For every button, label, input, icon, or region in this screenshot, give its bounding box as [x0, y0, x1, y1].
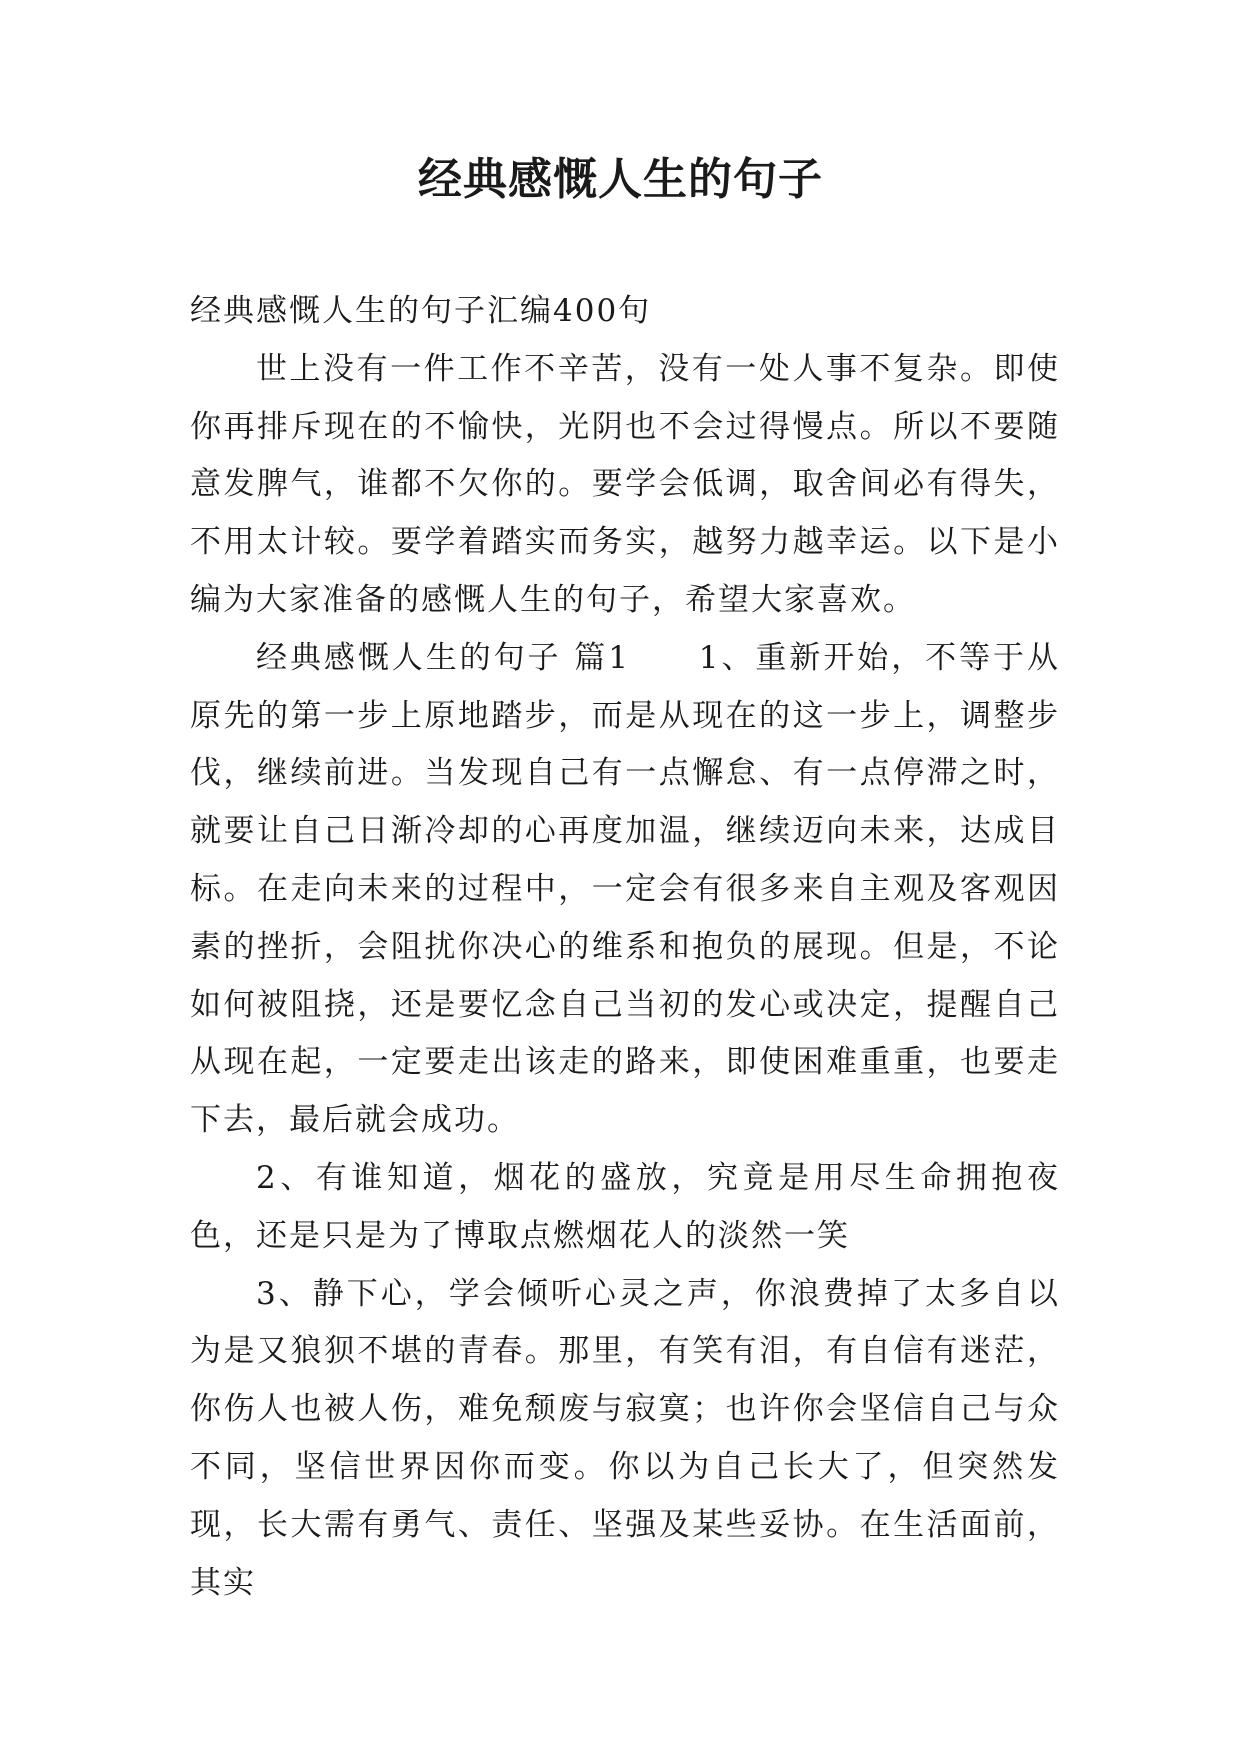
paragraph-item-2: 2、有谁知道，烟花的盛放，究竟是用尽生命拥抱夜色，还是只是为了博取点燃烟花人的淡然一笑	[190, 1159, 1060, 1254]
paragraph-section-1: 经典感慨人生的句子 篇1 1、重新开始，不等于从原先的第一步上原地踏步，而是从现在的这一步上，调整步伐，继续前进。当发现自己有一点懈怠、有一点停滞之时，就要让自己日渐冷却的心再度加温，继续迈向未来，达成目标。在走向未来的过程中，一定会有很多来自主观及客观因素的挫折，会阻扰你决心的维系和抱负的展现。但是，不论如何被阻挠，还是要忆念自己当初的发心或决定，提醒自己从现在起，一定要走出该走的路来，即使困难重重，也要走下去，最后就会成功。	[190, 639, 1060, 1139]
document-subtitle: 经典感慨人生的句子汇编400句	[190, 293, 652, 329]
paragraph-intro: 世上没有一件工作不辛苦，没有一处人事不复杂。即使你再排斥现在的不愉快，光阴也不会过得慢点。所以不要随意发脾气，谁都不欠你的。要学会低调，取舍间必有得失，不用太计较。要学着踏实而务实，越努力越幸运。以下是小编为大家准备的感慨人生的句子，希望大家喜欢。	[190, 350, 1060, 618]
document-body	[190, 283, 1060, 1612]
page-title: 经典感慨人生的句子	[418, 154, 823, 205]
paragraph-item-3: 3、静下心，学会倾听心灵之声，你浪费掉了太多自以为是又狼狈不堪的青春。那里，有笑有泪，有自信有迷茫，你伤人也被人伤，难免颓废与寂寞；也许你会坚信自己与众不同，坚信世界因你而变。你以为自己长大了，但突然发现，长大需有勇气、责任、坚强及某些妥协。在生活面前，其实	[190, 1275, 1060, 1601]
